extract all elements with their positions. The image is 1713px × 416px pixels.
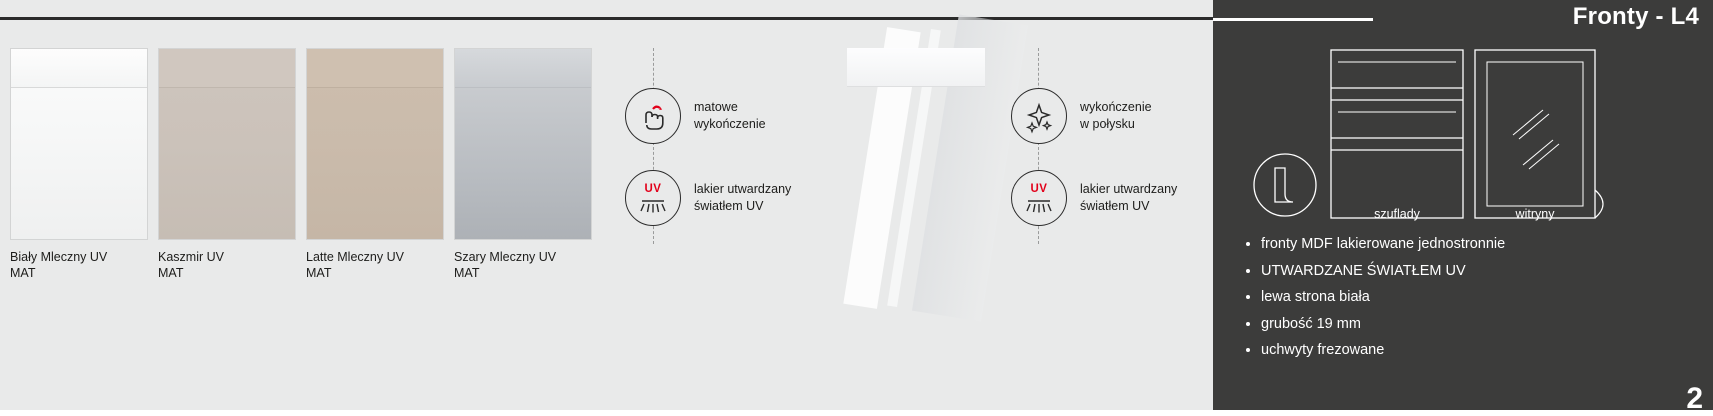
page-number: 2 [1686, 382, 1703, 415]
specs-list [1241, 232, 1691, 365]
legend-line-2: światłem UV [694, 199, 764, 213]
legend-line-1: matowe [694, 100, 738, 114]
uv-label: UV [1030, 183, 1048, 195]
list-item: • grubość 19 mm [1261, 312, 1691, 338]
swatch-bialy-mleczny-polysk[interactable] [847, 48, 985, 84]
legend-line-1: wykończenie [1080, 100, 1152, 114]
drawing-label-szuflady: szuflady [1374, 207, 1420, 221]
matte-swatch-row [10, 48, 592, 281]
legend-line-2: światłem UV [1080, 199, 1150, 213]
drawing-label-witryny: witryny [1515, 207, 1555, 221]
swatch-top-strip [159, 49, 295, 88]
swatch-finish: MAT [306, 266, 332, 280]
legend-item-uv-gloss [1011, 170, 1177, 226]
swatch-finish: MAT [10, 266, 36, 280]
swatch-top-strip [307, 49, 443, 88]
legend-line-1: lakier utwardzany [694, 182, 792, 196]
swatch-tile [10, 48, 148, 240]
swatch-name: Szary Mleczny UV [454, 250, 557, 264]
legend-label [694, 99, 766, 133]
swatch-name: Latte Mleczny UV [306, 250, 404, 264]
swatch-name: Kaszmir UV [158, 250, 224, 264]
list-item: • UTWARDZANE ŚWIATŁEM UV [1261, 259, 1691, 285]
sparkle-icon [1011, 88, 1067, 144]
uv-label: UV [644, 183, 662, 195]
swatch-tile [158, 48, 296, 240]
title-divider [1213, 18, 1373, 21]
swatch-top-strip [11, 49, 147, 88]
legend-line-2: w połysku [1080, 117, 1135, 131]
swatch-name: Biały Mleczny UV [10, 250, 108, 264]
right-info-panel [1213, 0, 1713, 415]
swatch-szary-mleczny-mat[interactable] [454, 48, 592, 281]
legend-line-1: lakier utwardzany [1080, 182, 1178, 196]
legend-item-matte-finish [625, 88, 791, 144]
legend-label [1080, 99, 1152, 133]
uv-lamp-icon [625, 170, 681, 226]
swatch-kaszmir-mat[interactable] [158, 48, 296, 281]
list-item: • uchwyty frezowane [1261, 338, 1691, 364]
swatch-top-strip [455, 49, 591, 88]
drawer-cabinet-icon [1331, 50, 1463, 218]
swatch-caption [454, 249, 592, 281]
glass-door-icon [1475, 50, 1603, 218]
swatch-top-strip [847, 48, 985, 87]
swatch-finish: MAT [158, 266, 184, 280]
swatch-caption [158, 249, 296, 281]
swatch-tile [306, 48, 444, 240]
swatch-caption [10, 249, 148, 281]
legend-item-gloss-finish [1011, 88, 1177, 144]
swatch-finish: MAT [454, 266, 480, 280]
legend-gloss [1011, 88, 1177, 252]
swatch-tile [454, 48, 592, 240]
legend-item-uv-matte [625, 170, 791, 226]
hand-touch-icon [625, 88, 681, 144]
legend-matte [625, 88, 791, 252]
legend-label [1080, 181, 1177, 215]
legend-label [694, 181, 791, 215]
uv-lamp-icon [1011, 170, 1067, 226]
swatch-caption [306, 249, 444, 281]
milled-handle-profile-icon [1254, 154, 1316, 216]
list-item: • fronty MDF lakierowane jednostronnie [1261, 232, 1691, 258]
list-item: • lewa strona biała [1261, 285, 1691, 311]
swatch-bialy-mleczny-mat[interactable] [10, 48, 148, 281]
swatch-latte-mleczny-mat[interactable] [306, 48, 444, 281]
technical-drawing [1213, 40, 1713, 230]
legend-line-2: wykończenie [694, 117, 766, 131]
page-title: Fronty - L4 [1572, 3, 1699, 30]
